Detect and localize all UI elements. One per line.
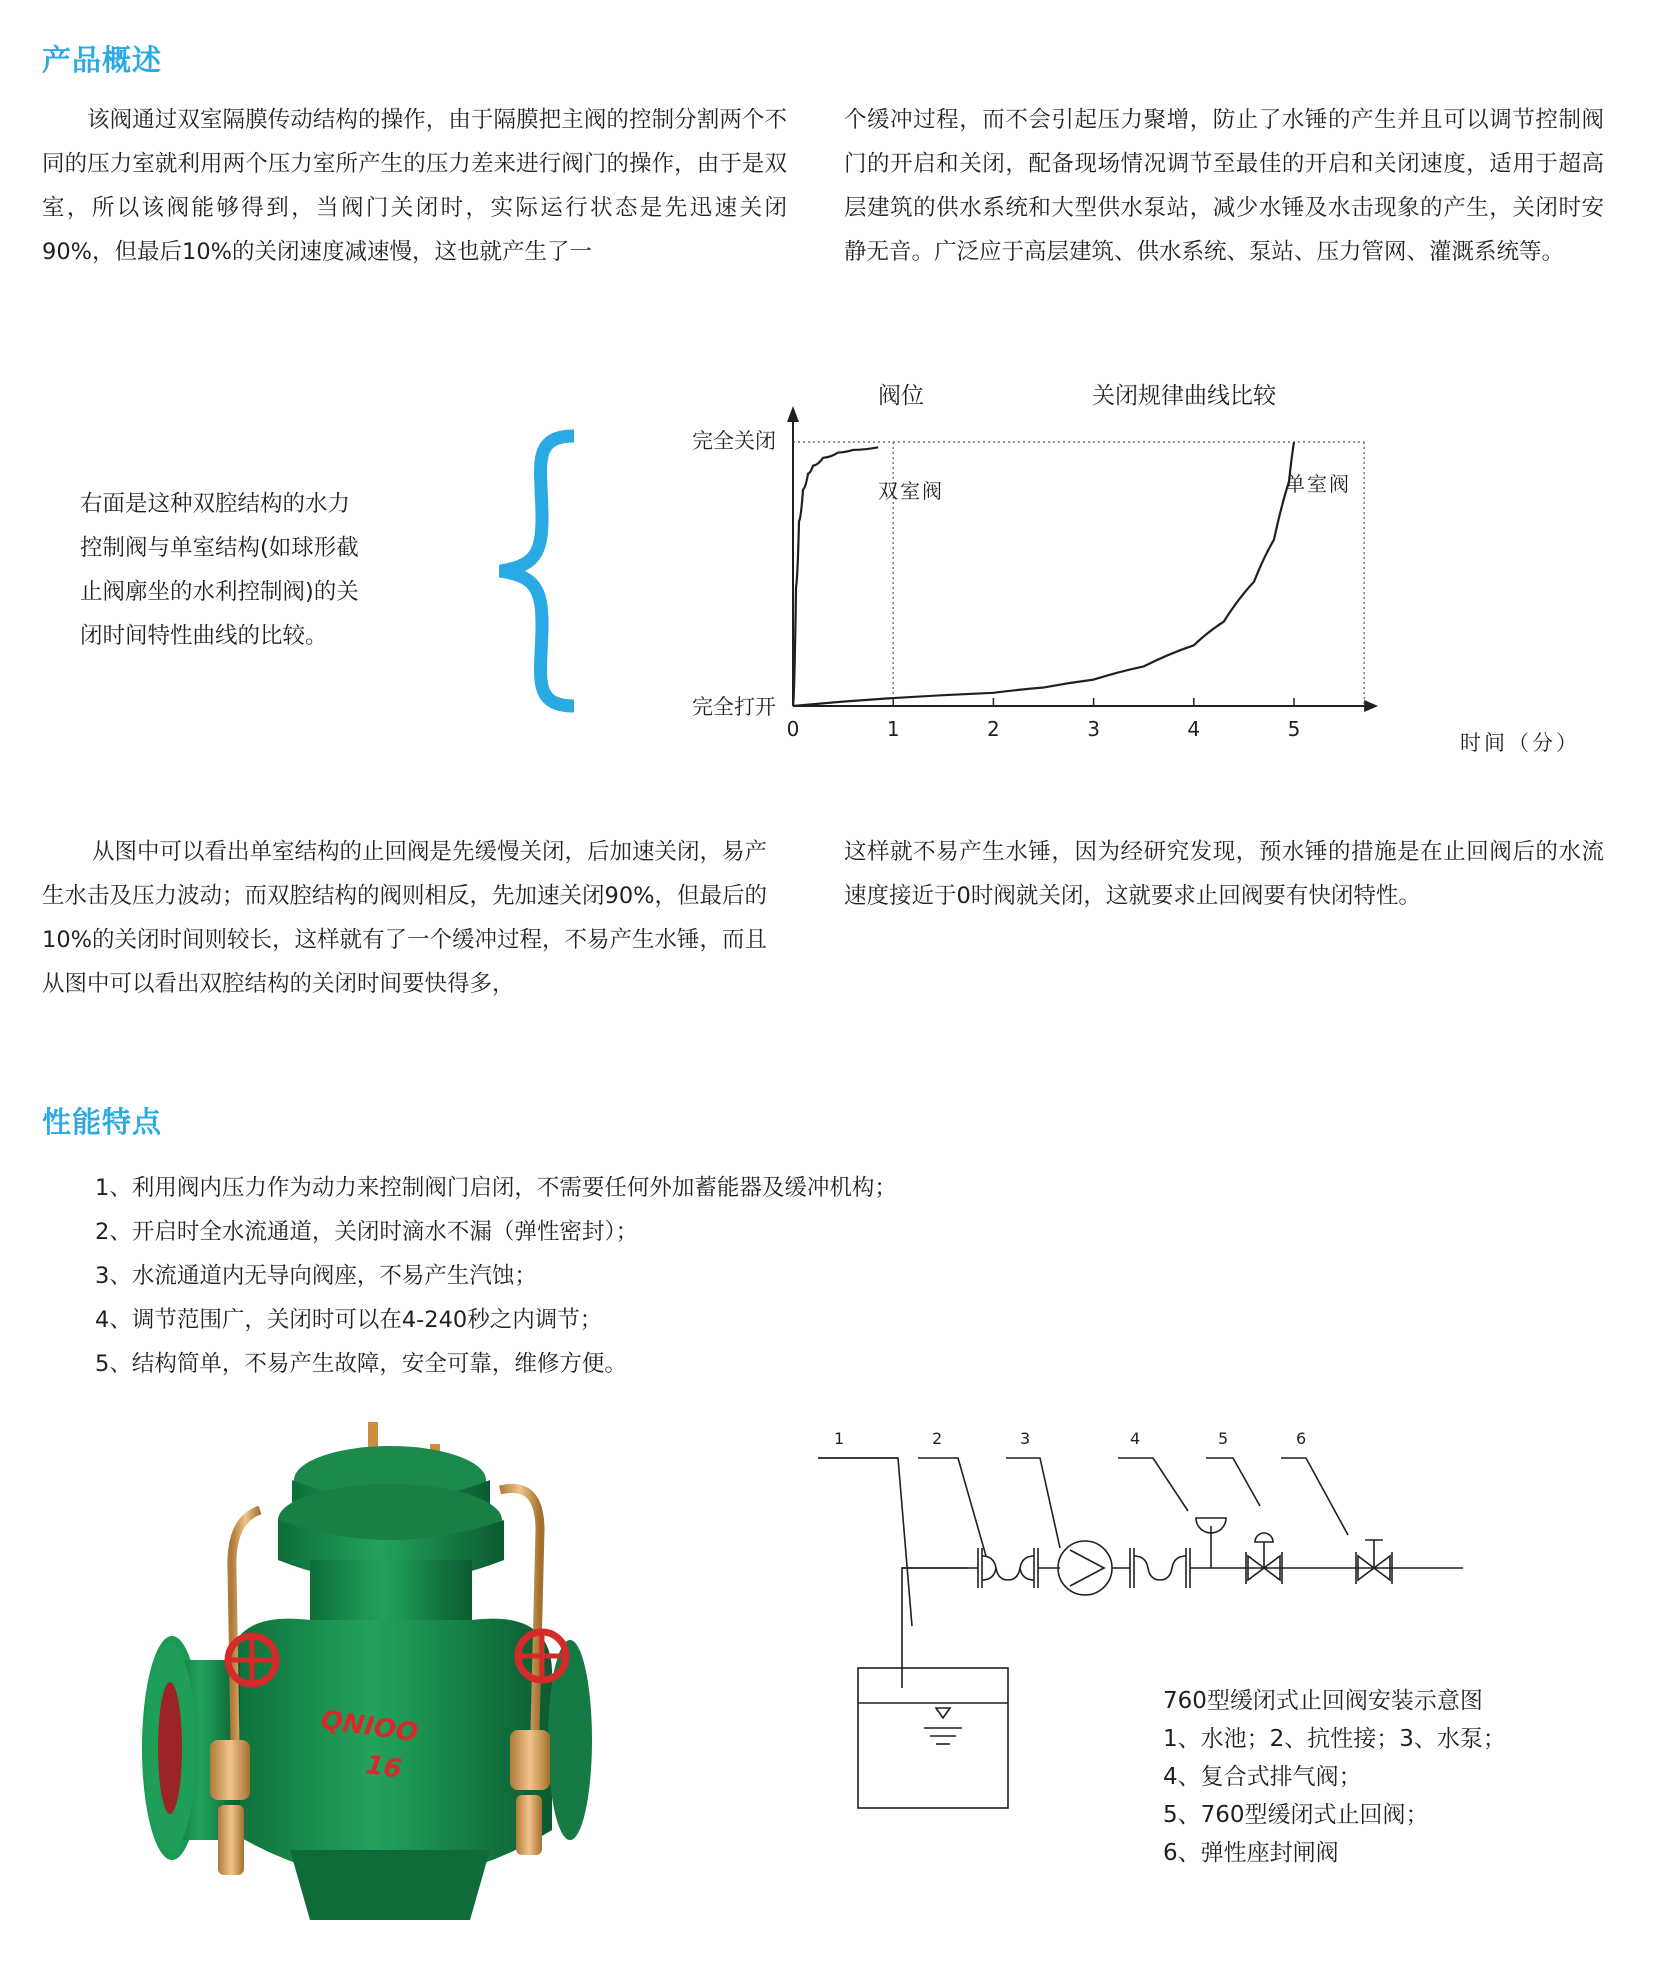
- chart-intro-line-2: 控制阀与单室结构(如球形截: [80, 535, 359, 561]
- diagram-number-6: 6: [1296, 1429, 1307, 1448]
- chart-title: 关闭规律曲线比较: [1092, 383, 1276, 409]
- diagram-number-3: 3: [1020, 1429, 1031, 1448]
- diagram-legend-line-3: 5、760型缓闭式止回阀；: [1163, 1802, 1429, 1828]
- analysis-left-text: 从图中可以看出单室结构的止回阀是先缓慢关闭，后加速关闭，易产生水击及压力波动；而双腔结构的阀则相反，先加速关闭90%，但最后的10%的关闭时间则较长，这样就有了一个缓冲过程，不易产生水锤，而且从图中可以看出双腔结构的关闭时间要快得多，: [42, 839, 768, 997]
- x-tick-label: 3: [1087, 717, 1100, 741]
- x-tick-label: 2: [987, 717, 1000, 741]
- analysis-col-right: [844, 830, 1604, 918]
- feature-item-1: 1、利用阀内压力作为动力来控制阀门启闭，不需要任何外加蓄能器及缓冲机构；: [95, 1175, 897, 1201]
- overview-col-right: [844, 98, 1604, 274]
- diagram-legend-line-4: 6、弹性座封闸阀: [1163, 1840, 1339, 1866]
- y-tick-label-open: 完全打开: [692, 695, 776, 719]
- diagram-legend-line-2: 4、复合式排气阀；: [1163, 1764, 1362, 1790]
- features-list: [95, 1166, 897, 1386]
- features-heading: 性能特点: [42, 1105, 163, 1139]
- x-tick-label: 1: [886, 717, 900, 741]
- feature-item-4: 4、调节范围广，关闭时可以在4-240秒之内调节；: [95, 1307, 603, 1333]
- analysis-col-left: [42, 830, 767, 1006]
- diagram-legend-title: 760型缓闭式止回阀安装示意图: [1163, 1688, 1483, 1714]
- diagram-number-4: 4: [1130, 1429, 1141, 1448]
- overview-left-text: 该阀通过双室隔膜传动结构的操作，由于隔膜把主阀的控制分割两个不同的压力室就利用两个压力室所产生的压力差来进行阀门的操作，由于是双室，所以该阀能够得到，当阀门关闭时，实际运行状态是先迅速关闭90%，但最后10%的关闭速度减速慢，这也就产生了一: [42, 107, 787, 265]
- series-label-dual: 双室阀: [878, 479, 944, 503]
- diagram-legend: [1163, 1682, 1506, 1872]
- x-tick-label: 4: [1187, 717, 1201, 741]
- closing-curve-chart: [660, 380, 1600, 760]
- series-label-single: 单室阀: [1285, 472, 1351, 496]
- diagram-number-2: 2: [932, 1429, 943, 1448]
- analysis-right-text: 这样就不易产生水锤，因为经研究发现，预水锤的措施是在止回阀后的水流速度接近于0时阀就关闭，这就要求止回阀要有快闭特性。: [844, 839, 1604, 909]
- chart-intro-line-3: 止阀廓坐的水利控制阀)的关: [80, 579, 359, 605]
- overview-heading: 产品概述: [42, 43, 163, 77]
- series-line-single: [793, 442, 1294, 706]
- x-tick-label: 5: [1287, 717, 1301, 741]
- diagram-legend-line-1: 1、水池；2、抗性接；3、水泵；: [1163, 1726, 1506, 1752]
- y-tick-label-closed: 完全关闭: [692, 429, 776, 453]
- series-line-dual: [793, 447, 878, 706]
- valve-product-photo: [140, 1410, 600, 1930]
- chart-ylabel: 阀位: [878, 383, 924, 409]
- x-axis-arrow-icon: [1364, 700, 1378, 712]
- diagram-number-5: 5: [1218, 1429, 1229, 1448]
- feature-item-3: 3、水流通道内无导向阀座，不易产生汽蚀；: [95, 1263, 537, 1289]
- overview-col-left: [42, 98, 787, 274]
- curly-brace-icon: [490, 428, 586, 714]
- chart-intro-line-4: 闭时间特性曲线的比较。: [80, 623, 328, 649]
- left-handwheel-icon: [228, 1636, 276, 1684]
- chart-intro: [80, 482, 410, 658]
- chart-xlabel: 时间（分）: [1460, 731, 1580, 755]
- x-tick-label: 0: [786, 717, 800, 741]
- feature-item-2: 2、开启时全水流通道，关闭时滴水不漏（弹性密封）；: [95, 1219, 639, 1245]
- feature-item-5: 5、结构简单，不易产生故障，安全可靠，维修方便。: [95, 1351, 627, 1377]
- diagram-number-1: 1: [834, 1429, 845, 1448]
- casting-text-pressure: 16: [363, 1750, 404, 1785]
- y-axis-arrow-icon: [787, 406, 799, 422]
- right-handwheel-icon: [518, 1632, 566, 1680]
- casting-text-model: QNIOO: [318, 1705, 420, 1749]
- chart-intro-line-1: 右面是这种双腔结构的水力: [80, 491, 351, 517]
- overview-right-text: 个缓冲过程，而不会引起压力聚增，防止了水锤的产生并且可以调节控制阀门的开启和关闭，配备现场情况调节至最佳的开启和关闭速度，适用于超高层建筑的供水系统和大型供水泵站，减少水锤及水击现象的产生，关闭时安静无音。广泛应于高层建筑、供水系统、泵站、压力管网、灌溉系统等。: [844, 107, 1604, 265]
